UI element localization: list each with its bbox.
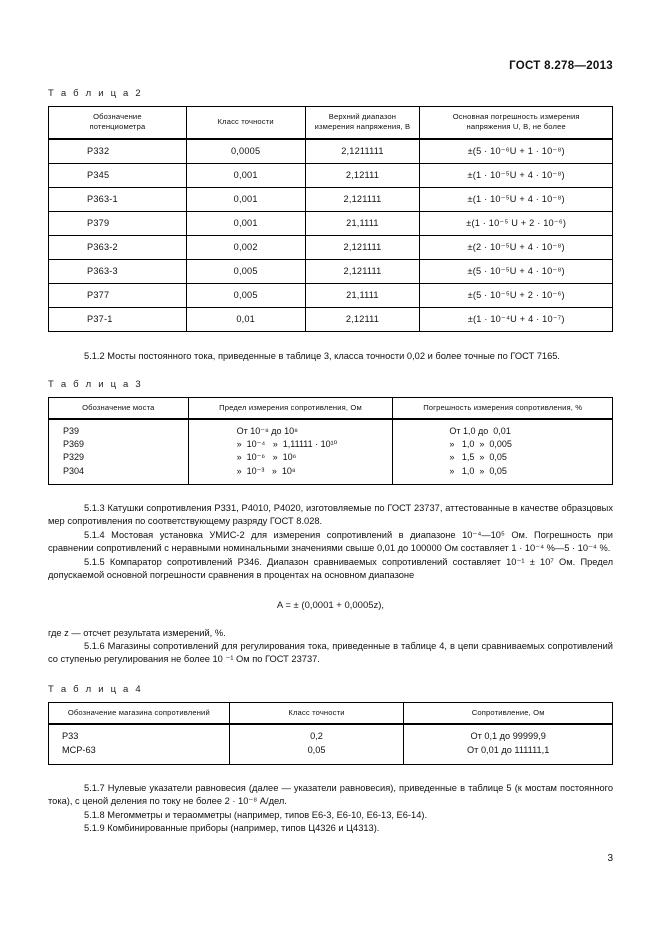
cell-name: Р363-1 bbox=[49, 187, 187, 211]
table-2-col-header-accuracy bbox=[186, 107, 305, 139]
error-line: От 1,0 до 0,01 bbox=[449, 426, 511, 437]
table-row bbox=[49, 187, 613, 211]
cell-resistance-limits bbox=[188, 419, 393, 484]
clause-5-1-8: 5.1.8 Мегомметры и тераомметры (например, типов Е6-3, Е6-10, Е6-13, Е6-14). bbox=[84, 809, 428, 820]
limit-line: » 10⁻⁴ » 1,11111 · 10¹⁰ bbox=[236, 439, 338, 450]
clause-5-1-2: 5.1.2 Мосты постоянного тока, приведенные в таблице 3, класса точности 0,02 и более точные по ГОСТ 7165. bbox=[84, 350, 561, 361]
clause-5-1-5: 5.1.5 Компаратор сопротивлений Р346. Диапазон сравниваемых сопротивлений составляет 10⁻¹ ± 10⁷ Ом. Предел допускаемой основной погрешности сравнения в процентах на основном диапазоне bbox=[48, 556, 613, 581]
table-row bbox=[49, 163, 613, 187]
table-row bbox=[49, 235, 613, 259]
table-2-col-header-range bbox=[305, 107, 420, 139]
bridge-name: Р369 bbox=[63, 439, 85, 450]
cell-store-names bbox=[49, 724, 230, 764]
table-3-col-header-error: Погрешность измерения сопротивления, % bbox=[393, 397, 613, 419]
cell-accuracy: 0,0005 bbox=[186, 139, 305, 164]
error-line: » 1,0 » 0,05 bbox=[449, 465, 507, 476]
cell-name: Р379 bbox=[49, 211, 187, 235]
error-line: » 1,0 » 0,005 bbox=[449, 439, 512, 450]
cell-name: Р37-1 bbox=[49, 307, 187, 331]
formula-variable-note: где z — отсчет результата измерений, %. bbox=[48, 627, 226, 638]
table-3-col-header-bridge: Обозначение моста bbox=[49, 397, 189, 419]
table-3-col-header-limit: Предел измерения сопротивления, Ом bbox=[188, 397, 393, 419]
table-row bbox=[49, 307, 613, 331]
cell-measurement-errors bbox=[393, 419, 613, 484]
table-row bbox=[49, 283, 613, 307]
standard-header: ГОСТ 8.278—2013 bbox=[509, 60, 613, 72]
limit-line: От 10⁻⁸ до 10⁸ bbox=[236, 426, 298, 437]
cell-name: Р377 bbox=[49, 283, 187, 307]
table-4-col-header-resistance: Сопротивление, Ом bbox=[404, 702, 613, 724]
table-4-caption: Т а б л и ц а 4 bbox=[48, 683, 143, 695]
cell-error: ±(1 · 10⁻⁵ U + 2 · 10⁻⁶) bbox=[420, 211, 613, 235]
hdr-line: напряжения U, В, не более bbox=[466, 122, 566, 132]
table-4-col-header-designation: Обозначение магазина сопротивлений bbox=[49, 702, 230, 724]
table-2 bbox=[48, 106, 613, 332]
table-row bbox=[49, 259, 613, 283]
hdr-line: измерения напряжения, В bbox=[314, 122, 411, 132]
cell-name: Р363-2 bbox=[49, 235, 187, 259]
cell-accuracy: 0,01 bbox=[186, 307, 305, 331]
cell-resistance-values bbox=[404, 724, 613, 764]
table-2-col-header-designation bbox=[49, 107, 187, 139]
resistance-value: От 0,01 до 111111,1 bbox=[467, 744, 550, 755]
formula-comparator-error: A = ± (0,0001 + 0,0005z), bbox=[276, 599, 385, 611]
cell-error: ±(5 · 10⁻⁵U + 2 · 10⁻⁶) bbox=[420, 283, 613, 307]
page-number: 3 bbox=[607, 853, 613, 864]
clause-5-1-4: 5.1.4 Мостовая установка УМИС-2 для измерения сопротивлений в диапазоне 10⁻⁴—10⁵ Ом. Погрешность при сравнении сопротивлений с неравными номинальными значениями свыше 0,01 до 100000 Ом составляет 1 · 10⁻⁴ %—5 · 10⁻⁴ %. bbox=[48, 529, 613, 554]
cell-range: 2,1211111 bbox=[305, 139, 420, 164]
accuracy-value: 0,2 bbox=[310, 731, 323, 742]
cell-accuracy: 0,002 bbox=[186, 235, 305, 259]
cell-range: 2,121111 bbox=[305, 187, 420, 211]
cell-range: 2,12111 bbox=[305, 163, 420, 187]
clause-5-1-3: 5.1.3 Катушки сопротивления Р331, Р4010, Р4020, изготовляемые по ГОСТ 23737, аттестованные в качестве образцовых мер сопротивления по соответствующему разряду ГОСТ 8.028. bbox=[48, 502, 613, 527]
cell-accuracy: 0,005 bbox=[186, 283, 305, 307]
cell-accuracy: 0,005 bbox=[186, 259, 305, 283]
cell-name: Р332 bbox=[49, 139, 187, 164]
cell-range: 21,1111 bbox=[305, 283, 420, 307]
clause-5-1-9: 5.1.9 Комбинированные приборы (например, типов Ц4326 и Ц4313). bbox=[84, 823, 380, 834]
bridge-name: Р329 bbox=[63, 452, 85, 463]
table-2-col-header-error bbox=[420, 107, 613, 139]
cell-range: 21,1111 bbox=[305, 211, 420, 235]
cell-error: ±(1 · 10⁻⁵U + 4 · 10⁻⁸) bbox=[420, 163, 613, 187]
hdr-line: Верхний диапазон bbox=[328, 112, 397, 121]
table-4 bbox=[48, 702, 613, 765]
table-2-header-row bbox=[49, 107, 613, 139]
table-3-header-row bbox=[49, 397, 613, 419]
table-2-body bbox=[49, 139, 613, 332]
cell-name: Р363-3 bbox=[49, 259, 187, 283]
table-3-caption: Т а б л и ц а 3 bbox=[48, 378, 143, 390]
accuracy-value: 0,05 bbox=[307, 744, 326, 755]
cell-range: 2,121111 bbox=[305, 259, 420, 283]
cell-error: ±(1 · 10⁻⁵U + 4 · 10⁻⁸) bbox=[420, 187, 613, 211]
error-line: » 1,5 » 0,05 bbox=[449, 452, 507, 463]
hdr-line: Обозначение bbox=[93, 112, 142, 121]
cell-accuracy: 0,001 bbox=[186, 187, 305, 211]
hdr-line: Основная погрешность измерения bbox=[452, 112, 580, 121]
clause-5-1-7: 5.1.7 Нулевые указатели равновесия (далее — указатели равновесия), приведенные в таблице 5 (к мостам постоянного тока), с ценой деления по току не более 2 · 10⁻⁸ А/дел. bbox=[48, 782, 613, 807]
cell-name: Р345 bbox=[49, 163, 187, 187]
cell-accuracy: 0,001 bbox=[186, 163, 305, 187]
table-4-header-row bbox=[49, 702, 613, 724]
table-row bbox=[49, 419, 613, 484]
table-3-body bbox=[49, 419, 613, 484]
cell-accuracy: 0,001 bbox=[186, 211, 305, 235]
limit-line: » 10⁻⁶ » 10⁶ bbox=[236, 452, 297, 463]
hdr-line: Класс точности bbox=[217, 117, 274, 127]
cell-error: ±(2 · 10⁻⁵U + 4 · 10⁻⁸) bbox=[420, 235, 613, 259]
table-row bbox=[49, 139, 613, 164]
store-name: Р33 bbox=[62, 731, 79, 742]
cell-accuracy-classes bbox=[229, 724, 404, 764]
bridge-name: Р39 bbox=[63, 426, 80, 437]
table-3 bbox=[48, 397, 613, 485]
cell-bridge-names bbox=[49, 419, 189, 484]
page-content bbox=[48, 88, 613, 836]
table-row bbox=[49, 724, 613, 764]
table-2-caption: Т а б л и ц а 2 bbox=[48, 88, 143, 99]
bridge-name: Р304 bbox=[63, 465, 85, 476]
clause-5-1-6: 5.1.6 Магазины сопротивлений для регулирования тока, приведенные в таблице 4, в цепи сравниваемых сопротивлений со ступенью регулирования не более 10 ⁻¹ Ом по ГОСТ 23737. bbox=[48, 641, 613, 665]
table-4-col-header-accuracy: Класс точности bbox=[229, 702, 404, 724]
cell-error: ±(5 · 10⁻⁶U + 1 · 10⁻⁸) bbox=[420, 139, 613, 164]
cell-error: ±(1 · 10⁻⁴U + 4 · 10⁻⁷) bbox=[420, 307, 613, 331]
cell-range: 2,12111 bbox=[305, 307, 420, 331]
hdr-line: потенциометра bbox=[89, 122, 146, 132]
resistance-value: От 0,1 до 99999,9 bbox=[470, 731, 546, 742]
cell-error: ±(5 · 10⁻⁵U + 4 · 10⁻⁸) bbox=[420, 259, 613, 283]
table-row bbox=[49, 211, 613, 235]
table-4-body bbox=[49, 724, 613, 764]
cell-range: 2,121111 bbox=[305, 235, 420, 259]
store-name: МСР-63 bbox=[62, 744, 96, 755]
limit-line: » 10⁻³ » 10⁸ bbox=[236, 465, 296, 476]
